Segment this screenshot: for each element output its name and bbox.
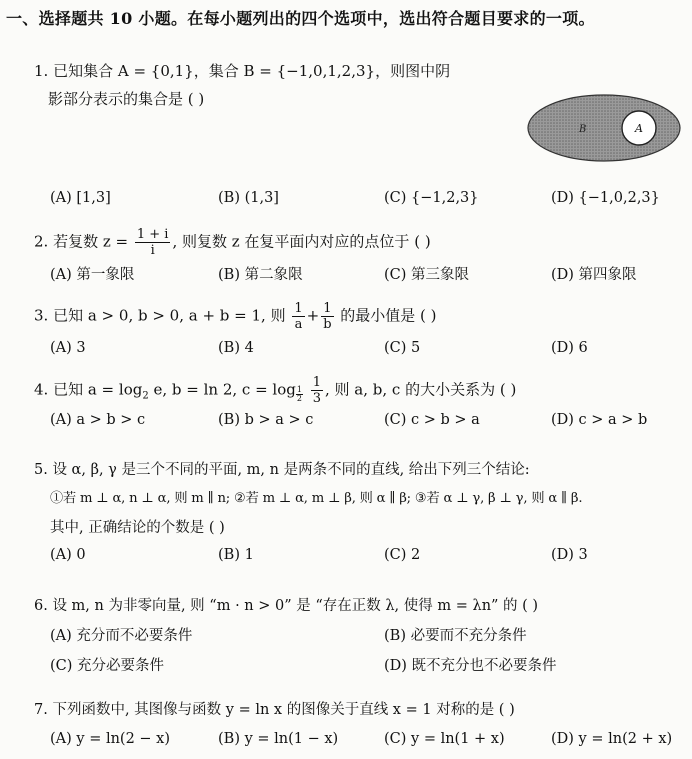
question-5-stem-line1: 5. 设 α, β, γ 是三个不同的平面, m, n 是两条不同的直线, 给出下列三个结论: (34, 462, 530, 478)
fraction-numerator: 1 (312, 375, 321, 390)
log-base-half (296, 386, 303, 403)
fraction-numerator: 1 (323, 301, 332, 316)
fraction-numerator: 1 (294, 301, 303, 316)
question-5-option-a[interactable]: (A) 0 (50, 547, 86, 563)
question-3-option-a[interactable]: (A) 3 (50, 340, 86, 356)
question-6-option-c[interactable]: (C) 充分必要条件 (50, 658, 165, 674)
question-6-option-a[interactable]: (A) 充分而不必要条件 (50, 628, 193, 644)
question-1-stem-line1: 1. 已知集合 A = {0,1}，集合 B = {−1,0,1,2,3}，则图中阴 (34, 62, 451, 80)
log-base-2: 2 (142, 390, 149, 402)
question-3-prefix: 3. 已知 a > 0, b > 0, a + b = 1, 则 (34, 306, 291, 325)
question-2-fraction (135, 228, 171, 257)
fraction-denominator: i (150, 243, 155, 258)
question-4-part1: 4. 已知 a = log (34, 380, 143, 399)
question-3-suffix: 的最小值是 ( ) (335, 306, 437, 325)
question-3-option-b[interactable]: (B) 4 (218, 340, 254, 356)
question-4-option-d[interactable]: (D) c > a > b (551, 412, 648, 428)
question-1-option-a[interactable]: (A) [1,3] (50, 190, 111, 206)
question-2-prefix: 2. 若复数 z = (34, 232, 133, 251)
question-5-option-d[interactable]: (D) 3 (551, 547, 588, 563)
question-6-option-d[interactable]: (D) 既不充分也不必要条件 (384, 658, 557, 674)
question-2-option-a[interactable]: (A) 第一象限 (50, 267, 135, 283)
question-4-fraction (311, 376, 323, 405)
question-4-option-a[interactable]: (A) a > b > c (50, 412, 146, 428)
section-title: 一、选择题共 10 小题。在每小题列出的四个选项中，选出符合题目要求的一项。 (6, 9, 595, 28)
question-6-stem: 6. 设 m, n 为非零向量, 则 “m · n > 0” 是 “存在正数 λ, 使得 m = λn” 的 ( ) (34, 598, 539, 614)
question-2-stem (34, 228, 431, 257)
question-5-stem-line2: ①若 m ⊥ α, n ⊥ α, 则 m ∥ n; ②若 m ⊥ α, m ⊥ β, 则 α ∥ β; ③若 α ⊥ γ, β ⊥ γ, 则 α ∥ β. (50, 491, 583, 506)
question-1-option-b[interactable]: (B) (1,3] (218, 190, 279, 206)
fraction-denominator: 3 (312, 391, 321, 406)
fraction-numerator: 1 + i (136, 227, 169, 242)
question-4-part2: e, b = ln 2, c = log (148, 380, 296, 399)
question-2-suffix: , 则复数 z 在复平面内对应的点位于 ( ) (172, 232, 431, 251)
plus-sign: + (306, 306, 320, 325)
question-3-fraction-1 (292, 302, 304, 331)
question-5-option-b[interactable]: (B) 1 (218, 547, 254, 563)
question-4-option-c[interactable]: (C) c > b > a (384, 412, 480, 428)
question-4-part3 (304, 381, 309, 399)
question-3-option-d[interactable]: (D) 6 (551, 340, 588, 356)
question-5-option-c[interactable]: (C) 2 (384, 547, 421, 563)
question-4-stem (34, 376, 516, 405)
question-2-option-b[interactable]: (B) 第二象限 (218, 267, 303, 283)
venn-set-b (528, 95, 680, 161)
venn-label-b: B (579, 124, 587, 135)
base-denominator: 2 (296, 393, 302, 403)
question-7-stem: 7. 下列函数中, 其图像与函数 y = ln x 的图像关于直线 x = 1 对称的是 ( ) (34, 702, 515, 718)
fraction-denominator: a (294, 317, 303, 332)
question-7-option-d[interactable]: (D) y = ln(2 + x) (551, 731, 673, 747)
question-3-option-c[interactable]: (C) 5 (384, 340, 421, 356)
base-numerator: 1 (296, 384, 302, 394)
question-1-stem-line2: 影部分表示的集合是 ( ) (48, 90, 205, 108)
question-6-option-b[interactable]: (B) 必要而不充分条件 (384, 628, 527, 644)
venn-label-a: A (635, 122, 643, 135)
question-1-option-d[interactable]: (D) {−1,0,2,3} (551, 190, 660, 206)
question-4-part4: , 则 a, b, c 的大小关系为 ( ) (325, 380, 517, 399)
fraction-denominator: b (323, 317, 332, 332)
question-5-stem-line3: 其中, 正确结论的个数是 ( ) (50, 520, 225, 536)
venn-diagram (526, 92, 684, 164)
question-3-stem (34, 302, 437, 331)
question-4-option-b[interactable]: (B) b > a > c (218, 412, 314, 428)
question-7-option-c[interactable]: (C) y = ln(1 + x) (384, 731, 505, 747)
question-2-option-c[interactable]: (C) 第三象限 (384, 267, 470, 283)
question-7-option-b[interactable]: (B) y = ln(1 − x) (218, 731, 339, 747)
question-1-option-c[interactable]: (C) {−1,2,3} (384, 190, 479, 206)
question-2-option-d[interactable]: (D) 第四象限 (551, 267, 637, 283)
question-7-option-a[interactable]: (A) y = ln(2 − x) (50, 731, 171, 747)
question-3-fraction-2 (321, 302, 333, 331)
